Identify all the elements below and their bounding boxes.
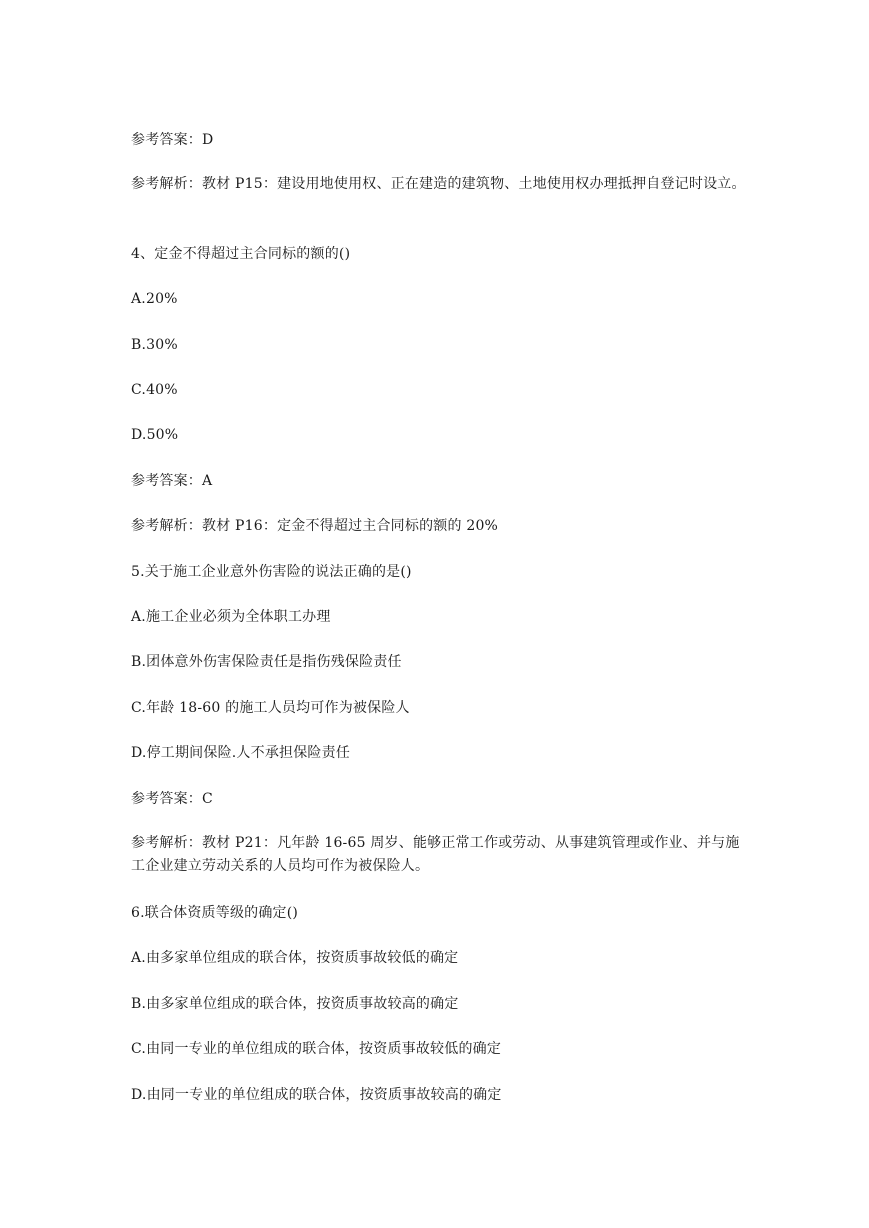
q5-question: 5.关于施工企业意外伤害险的说法正确的是() [131,564,412,580]
q6-option-d: D.由同一专业的单位组成的联合体，按资质事故较高的确定 [131,1087,502,1103]
q5-option-c: C.年龄 18-60 的施工人员均可作为被保险人 [131,700,410,716]
q5-option-d: D.停工期间保险.人不承担保险责任 [131,745,351,761]
q3-answer: 参考答案：D [131,132,214,148]
q5-explanation: 参考解析：教材 P21：凡年龄 16-65 周岁、能够正常工作或劳动、从事建筑管理或作业、并与施工企业建立劳动关系的人员均可作为被保险人。 [131,835,740,874]
q6-option-b: B.由多家单位组成的联合体，按资质事故较高的确定 [131,996,459,1012]
q4-question: 4、定金不得超过主合同标的额的() [131,246,351,262]
q4-option-b: B.30% [131,337,178,353]
q3-explanation: 参考解析：教材 P15：建设用地使用权、正在建造的建筑物、土地使用权办理抵押自登记时设立。 [131,176,746,192]
q4-option-d: D.50% [131,427,179,443]
q5-answer: 参考答案：C [131,791,213,807]
q5-option-a: A.施工企业必须为全体职工办理 [131,609,331,625]
q4-option-a: A.20% [131,291,178,307]
q6-question: 6.联合体资质等级的确定() [131,905,299,921]
q5-option-b: B.团体意外伤害保险责任是指伤残保险责任 [131,654,402,670]
q6-option-c: C.由同一专业的单位组成的联合体，按资质事故较低的确定 [131,1041,502,1057]
q4-answer: 参考答案：A [131,473,213,489]
q6-option-a: A.由多家单位组成的联合体，按资质事故较低的确定 [131,950,459,966]
q4-option-c: C.40% [131,382,178,398]
q4-explanation: 参考解析：教材 P16：定金不得超过主合同标的额的 20% [131,518,499,534]
